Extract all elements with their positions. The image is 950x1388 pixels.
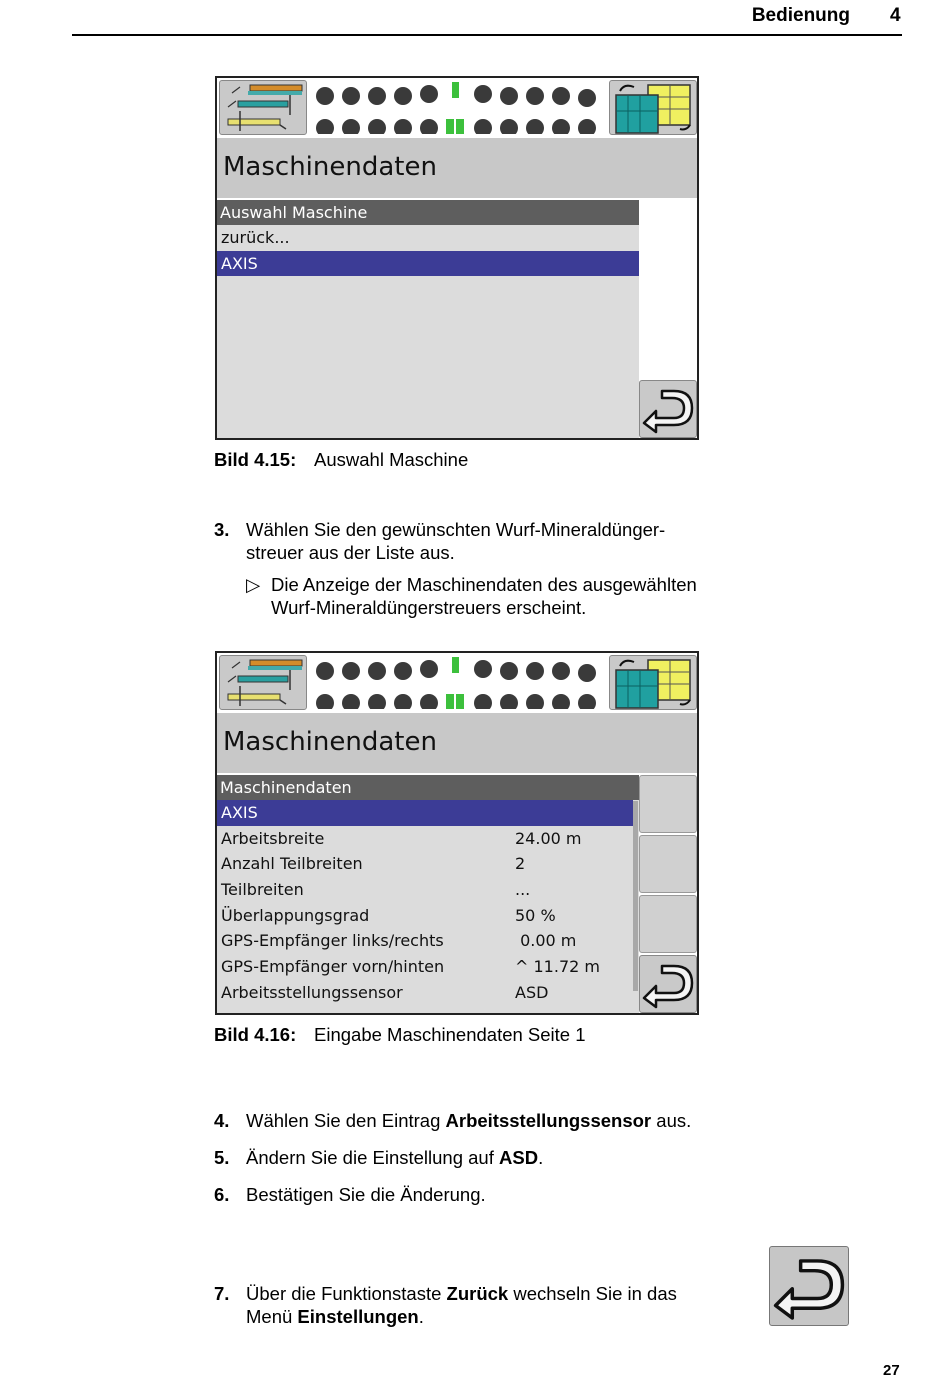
caption-text: Auswahl Maschine: [314, 449, 469, 470]
list-header: Auswahl Maschine: [217, 200, 639, 225]
machine-settings-icon: [220, 656, 306, 709]
header-title: Bedienung: [751, 5, 850, 26]
caption-label: Bild 4.16:: [214, 1024, 297, 1045]
step-text-bold: Einstellungen: [297, 1306, 419, 1327]
table-row-arbeitsbreite[interactable]: [217, 826, 639, 852]
row-label: Überlappungsgrad: [221, 905, 370, 925]
result-text-line-2: Wurf-Mineraldüngerstreuers erscheint.: [271, 597, 587, 618]
row-value: 50 %: [515, 905, 556, 925]
row-label: Anzahl Teilbreiten: [221, 854, 363, 874]
row-value: 24.00 m: [515, 828, 582, 848]
row-label: GPS-Empfänger links/rechts: [221, 931, 444, 951]
section-status-dots: [315, 82, 605, 134]
row-label: GPS-Empfänger vorn/hinten: [221, 957, 445, 977]
header-rule: [72, 34, 902, 36]
list-item-axis[interactable]: AXIS: [217, 251, 639, 277]
step-text-bold: ASD: [499, 1147, 539, 1168]
step-text-line-1: Wählen Sie den gewünschten Wurf-Mineraldünger-: [246, 519, 666, 540]
machine-settings-button[interactable]: [219, 655, 307, 710]
step-text-part: Menü: [246, 1306, 298, 1327]
page-number: 27: [883, 1362, 900, 1379]
screen-maschinendaten: [215, 651, 699, 1015]
step-text: [246, 1109, 766, 1132]
back-button[interactable]: [639, 955, 697, 1013]
section-control-icon: [610, 81, 696, 134]
step-text-part: Über die Funktionstaste: [246, 1283, 447, 1304]
table-row-teilbreiten[interactable]: [217, 877, 639, 903]
step-text-line-2: streuer aus der Liste aus.: [246, 542, 455, 563]
back-button[interactable]: [639, 380, 697, 438]
figure-caption-4-16: [214, 1024, 586, 1046]
section-status-dots: [315, 657, 605, 709]
machine-settings-icon: [220, 81, 306, 134]
section-control-button[interactable]: [609, 655, 697, 710]
row-label: Teilbreiten: [221, 880, 304, 900]
table-row-ueberlappungsgrad[interactable]: [217, 903, 639, 929]
scrollbar[interactable]: [633, 801, 638, 991]
screen-title-bar: [217, 138, 697, 198]
step-number: 5.: [214, 1147, 230, 1168]
back-arrow-icon: [640, 956, 696, 1012]
screen-title: Maschinendaten: [223, 727, 437, 757]
top-bar: [217, 653, 697, 713]
row-value: ASD: [515, 982, 549, 1002]
row-value: 0.00 m: [515, 931, 577, 951]
softkey-2[interactable]: [639, 835, 697, 893]
step-text-part: Ändern Sie die Einstellung auf: [246, 1147, 500, 1168]
list-item-zurueck[interactable]: zurück...: [221, 228, 290, 247]
step-number: 3.: [214, 519, 230, 540]
result-triangle-icon: ▷: [246, 574, 261, 595]
row-label: Arbeitsstellungssensor: [221, 982, 403, 1002]
step-text-part: wechseln Sie in das: [508, 1283, 677, 1304]
softkey-1[interactable]: [639, 775, 697, 833]
machine-settings-button[interactable]: [219, 80, 307, 135]
step-number: 6.: [214, 1184, 230, 1205]
list-header: Maschinendaten: [217, 775, 639, 800]
step-text: [246, 518, 766, 564]
zurueck-function-key[interactable]: [769, 1246, 849, 1326]
step-number: 4.: [214, 1110, 230, 1131]
section-control-icon: [610, 656, 696, 709]
step-text-part: aus.: [651, 1110, 692, 1131]
step-text-bold: Arbeitsstellungssensor: [445, 1110, 652, 1131]
step-text: [246, 1146, 766, 1169]
step-text: [246, 1282, 766, 1328]
machine-data-list: [217, 775, 639, 1015]
row-value: ^ 11.72 m: [515, 957, 600, 977]
back-arrow-icon: [770, 1247, 848, 1325]
figure-caption-4-15: [214, 449, 468, 471]
row-value: ...: [515, 880, 531, 900]
step-text-part: .: [418, 1306, 424, 1327]
row-value: 2: [515, 854, 526, 874]
header-chapter: 4: [890, 5, 901, 26]
top-bar: [217, 78, 697, 138]
table-row-arbeitsstellungssensor[interactable]: [217, 980, 639, 1006]
step-number: 7.: [214, 1283, 230, 1304]
screen-title: Maschinendaten: [223, 152, 437, 182]
softkey-3[interactable]: [639, 895, 697, 953]
step-text-part: Wählen Sie den Eintrag: [246, 1110, 446, 1131]
machine-selection-list: [217, 200, 639, 440]
step-text: Bestätigen Sie die Änderung.: [246, 1184, 486, 1205]
screen-title-bar: [217, 713, 697, 773]
table-row-gps-vorn-hinten[interactable]: [217, 954, 639, 980]
section-control-button[interactable]: [609, 80, 697, 135]
result-text: [271, 573, 741, 619]
table-row-gps-links-rechts[interactable]: [217, 928, 639, 954]
table-row-anzahl-teilbreiten[interactable]: [217, 851, 639, 877]
row-label: Arbeitsbreite: [221, 828, 325, 848]
screen-auswahl-maschine: [215, 76, 699, 440]
step-text-bold: Zurück: [446, 1283, 509, 1304]
result-text-line-1: Die Anzeige der Maschinendaten des ausgewählten: [271, 574, 697, 595]
back-arrow-icon: [640, 381, 696, 437]
step-text-part: .: [538, 1147, 544, 1168]
caption-label: Bild 4.15:: [214, 449, 297, 470]
caption-text: Eingabe Maschinendaten Seite 1: [314, 1024, 586, 1045]
list-item-axis[interactable]: AXIS: [217, 800, 633, 826]
